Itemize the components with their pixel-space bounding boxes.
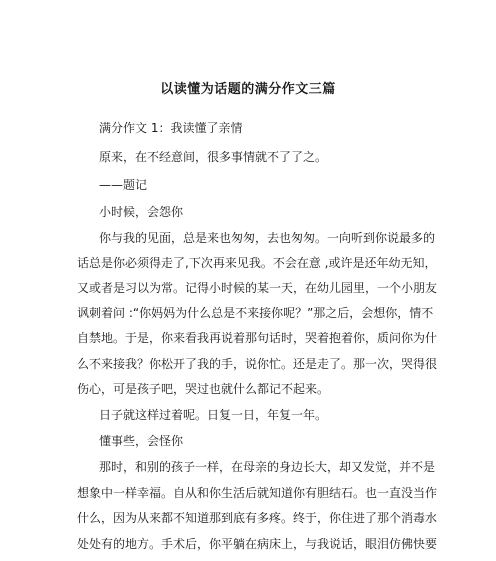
epigraph-label: ——题记 [99,178,148,192]
paragraph-line: 自禁地。于是，你来看我再说着那句话时，哭着抱着你，质问你为什 [77,331,438,345]
paragraph-line: 你与我的见面，总是来也匆匆，去也匆匆。一向听到你说最多的 [99,231,436,245]
subtitle-line: 满分作文 1：我读懂了亲情 [99,121,243,135]
paragraph-line: 处处有的地方。手术后，你平躺在病床上，与我说话，眼泪仿佛快要 [77,537,438,551]
paragraph-line: 日子就这样过着呢。日复一日，年复一年。 [99,408,328,422]
paragraph-line: 讽刺着问 :“你妈妈为什么总是不来接你呢？”那之后，会想你，情不 [77,306,434,320]
paragraph-line: 又或者是习以为常。记得小时候的某一天，在幼儿园里，一个小朋友 [77,281,438,295]
section-heading: 小时候，会怨你 [99,205,184,219]
paragraph-line: 想象中一样幸福。自从和你生活后就知道你有胆结石。也一直没当作 [77,486,438,500]
document-title: 以读懂为话题的满分作文三篇 [160,82,336,97]
paragraph-line: 那时，和别的孩子一样，在母亲的身边长大，却又发觉，并不是 [99,460,436,474]
paragraph-line: 原来，在不经意间，很多事情就不了了之。 [99,150,328,164]
paragraph-line: 话总是你必须得走了,下次再来见我。不会在意 ,或许是还年幼无知， [77,256,437,270]
section-heading: 懂事些，会怪你 [99,434,184,448]
paragraph-line: 什么，因为从来都不知道那到底有多疼。终于，你住进了那个消毒水 [77,511,438,525]
paragraph-line: 么不来接我？你松开了我的手，说你忙。还是走了。那一次，哭得很 [77,357,438,371]
paragraph-line: 伤心，可是孩子吧，哭过也就什么都记不起来。 [77,382,330,396]
